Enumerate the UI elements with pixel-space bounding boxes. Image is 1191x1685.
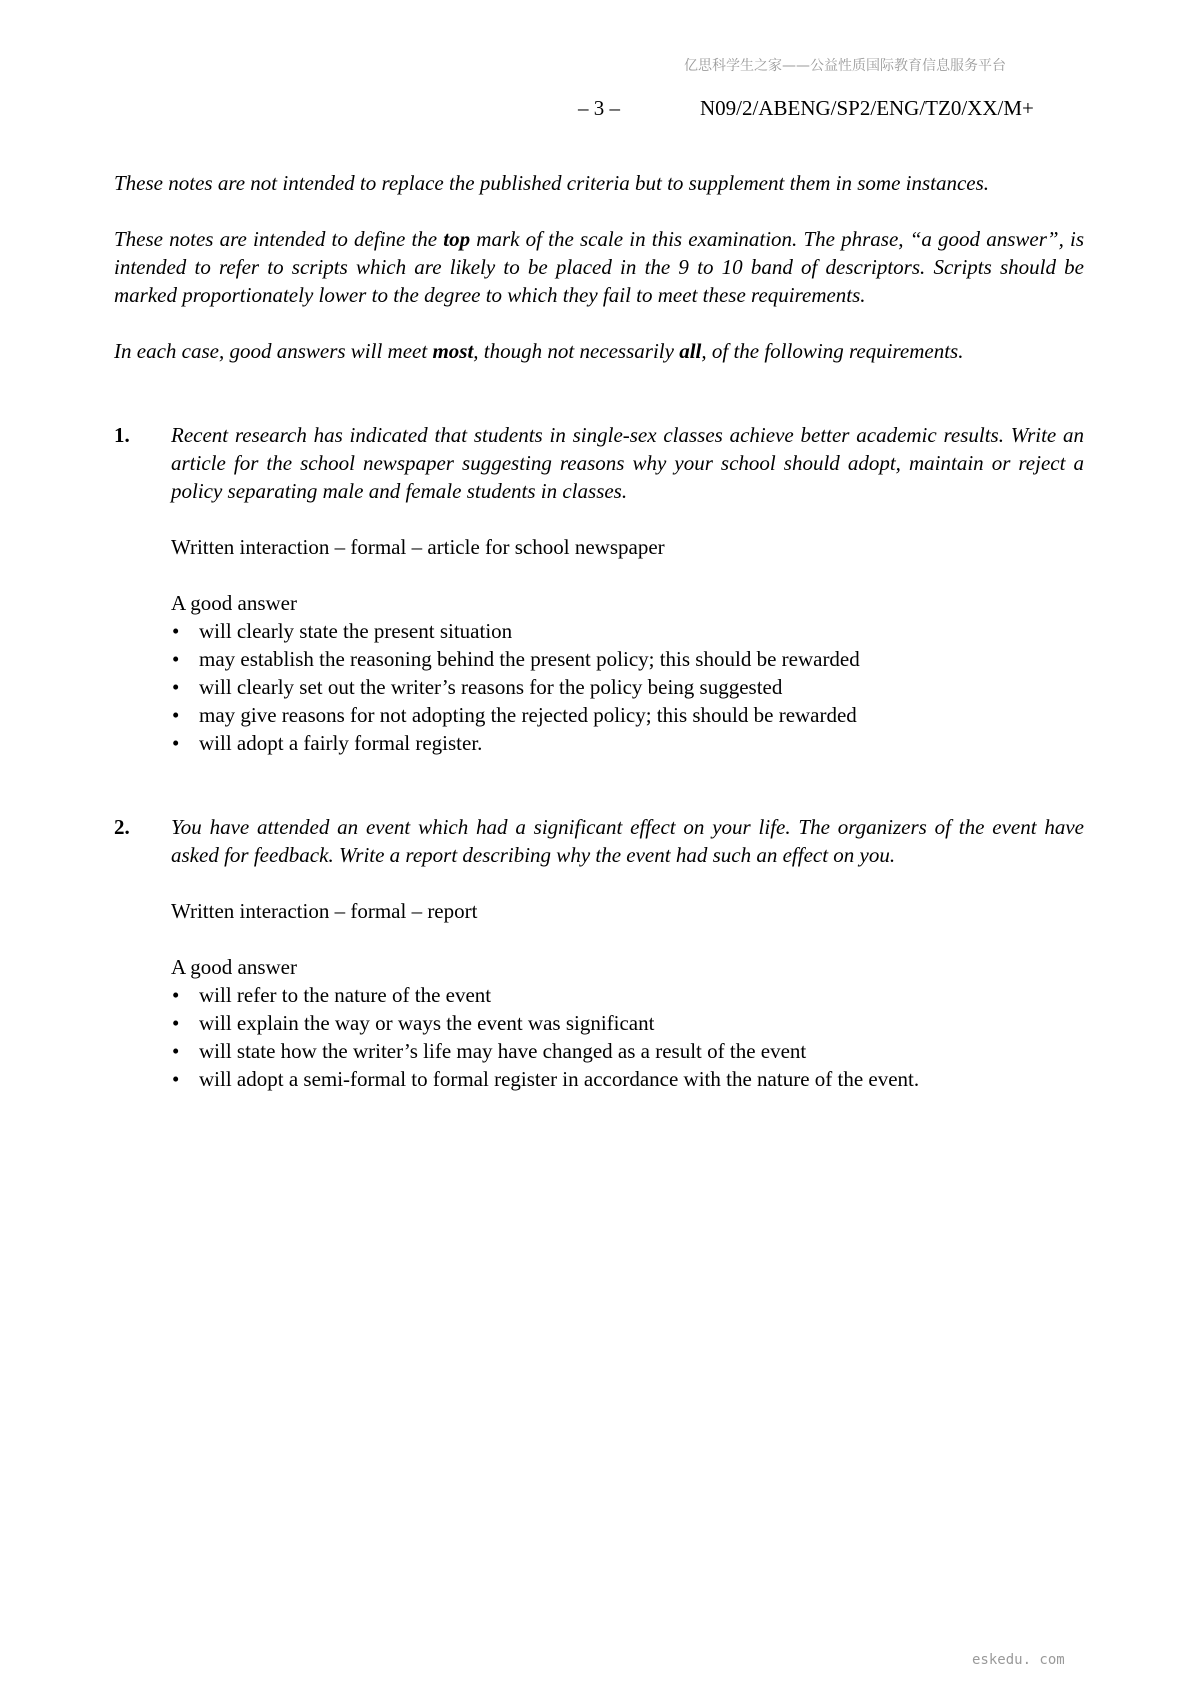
list-item: • may establish the reasoning behind the present policy; this should be rewarded <box>171 645 1084 673</box>
question-type: Written interaction – formal – article for school newspaper <box>171 535 665 559</box>
list-item: • will clearly state the present situation <box>171 617 1084 645</box>
watermark-bottom: eskedu. com <box>972 1652 1065 1668</box>
list-item: • will adopt a fairly formal register. <box>171 729 1084 757</box>
intro-paragraph-1: These notes are not intended to replace the published criteria but to supplement them in some instances. <box>114 171 990 195</box>
list-item: • will refer to the nature of the event <box>171 981 1084 1009</box>
list-item: • will explain the way or ways the event was significant <box>171 1009 1084 1037</box>
question-type: Written interaction – formal – report <box>171 899 478 923</box>
list-item: • will state how the writer’s life may have changed as a result of the event <box>171 1037 1084 1065</box>
intro-p3-text-a: In each case, good answers will meet <box>114 339 433 363</box>
page-content <box>114 169 1084 1093</box>
watermark-top: 亿思科学生之家——公益性质国际教育信息服务平台 <box>684 58 1006 74</box>
intro-p2-bold: top <box>443 227 471 251</box>
question-2 <box>114 813 1084 1093</box>
question-prompt: Recent research has indicated that students in single-sex classes achieve better academic results. Write an article for the school newspaper suggesting reasons why your school should adopt, maintain or reject a policy separating male and female students in classes. <box>171 423 1084 503</box>
page-number: – 3 – <box>578 96 620 120</box>
intro-p2-text-a: These notes are intended to define the <box>114 227 444 251</box>
question-number: 1. <box>114 423 130 447</box>
page-header <box>578 96 1086 121</box>
question-body <box>171 421 1084 757</box>
good-answer-label: A good answer <box>171 591 297 615</box>
document-code: N09/2/ABENG/SP2/ENG/TZ0/XX/M+ <box>700 96 1034 120</box>
question-1 <box>114 421 1084 757</box>
question-body <box>171 813 1084 1093</box>
good-answer-label: A good answer <box>171 955 297 979</box>
intro-p3-text-c: , of the following requirements. <box>701 339 964 363</box>
list-item: • will clearly set out the writer’s reasons for the policy being suggested <box>171 673 1084 701</box>
intro-p2-text-b: mark of the scale in this examination. The phrase, “a good answer”, is intended to refer to scripts which are likely to be placed in the 9 to 10 band of descriptors. Scripts should be marked proportionately lower to the degree to which they fail to meet these requirements. <box>114 227 1084 307</box>
intro-p3-text-b: , though not necessarily <box>473 339 680 363</box>
requirements-list <box>171 981 1084 1093</box>
question-number: 2. <box>114 815 130 839</box>
intro-p3-bold-all: all <box>679 339 702 363</box>
list-item: • will adopt a semi-formal to formal register in accordance with the nature of the event. <box>171 1065 1084 1093</box>
list-item: • may give reasons for not adopting the rejected policy; this should be rewarded <box>171 701 1084 729</box>
question-prompt: You have attended an event which had a significant effect on your life. The organizers of the event have asked for feedback. Write a report describing why the event had such an effect on you. <box>171 815 1084 867</box>
intro-p3-bold-most: most <box>432 339 474 363</box>
intro-paragraph-2 <box>114 225 1084 309</box>
intro-paragraph-3 <box>114 337 1084 365</box>
requirements-list <box>171 617 1084 757</box>
